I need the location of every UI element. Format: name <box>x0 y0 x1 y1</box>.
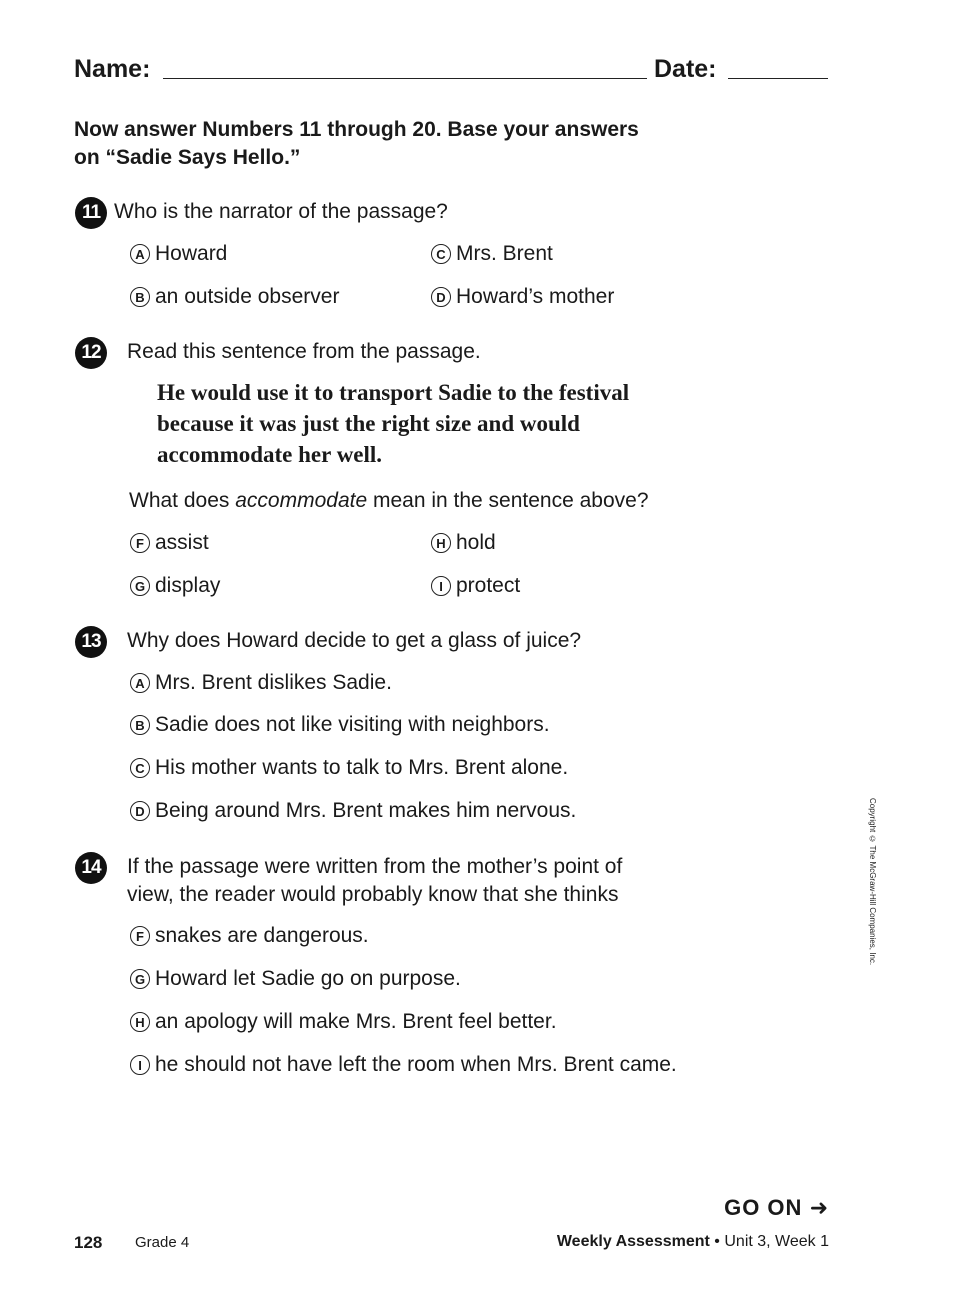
instructions-line-1: Now answer Numbers 11 through 20. Base your answers <box>74 118 639 141</box>
option-text: an apology will make Mrs. Brent feel better. <box>155 1010 557 1033</box>
option-text: Howard <box>155 242 228 265</box>
unit-label: Unit 3, Week 1 <box>724 1233 829 1250</box>
go-on <box>724 1195 829 1221</box>
question-14-line-1: If the passage were written from the mother’s point of <box>127 855 623 878</box>
q11-option-a[interactable] <box>130 242 227 266</box>
answer-bubble-icon[interactable]: I <box>130 1055 150 1075</box>
answer-bubble-icon[interactable]: D <box>130 801 150 821</box>
option-text: assist <box>155 531 209 554</box>
question-11-text: Who is the narrator of the passage? <box>114 200 448 223</box>
q11-option-c[interactable] <box>431 242 553 266</box>
option-text: Sadie does not like visiting with neighbors. <box>155 713 550 736</box>
quote-line-3: accommodate her well. <box>157 442 383 467</box>
answer-bubble-icon[interactable]: G <box>130 969 150 989</box>
option-text: Being around Mrs. Brent makes him nervous. <box>155 799 577 822</box>
question-14-text <box>127 853 622 909</box>
quote-line-2: because it was just the right size and would <box>157 411 580 436</box>
go-on-label: GO ON <box>724 1195 803 1220</box>
prompt-emphasis: accommodate <box>235 489 368 512</box>
question-12-intro: Read this sentence from the passage. <box>127 340 481 363</box>
name-line[interactable] <box>163 78 647 79</box>
q14-option-g[interactable] <box>130 967 461 991</box>
bullet: • <box>714 1233 720 1250</box>
option-text: Howard let Sadie go on purpose. <box>155 967 461 990</box>
option-text: he should not have left the room when Mrs. Brent came. <box>155 1053 677 1076</box>
answer-bubble-icon[interactable]: F <box>130 533 150 553</box>
answer-bubble-icon[interactable]: D <box>431 287 451 307</box>
grade-label: Grade 4 <box>135 1234 190 1251</box>
q11-option-d[interactable] <box>431 285 614 309</box>
option-text: snakes are dangerous. <box>155 924 369 947</box>
answer-bubble-icon[interactable]: C <box>130 758 150 778</box>
q12-option-g[interactable] <box>130 574 220 598</box>
assessment-title: Weekly Assessment <box>556 1233 710 1250</box>
option-text: Mrs. Brent dislikes Sadie. <box>155 671 392 694</box>
answer-bubble-icon[interactable]: I <box>431 576 451 596</box>
q14-option-f[interactable] <box>130 924 369 948</box>
option-text: Mrs. Brent <box>456 242 553 265</box>
option-text: an outside observer <box>155 285 340 308</box>
q13-option-b[interactable] <box>130 713 550 737</box>
prompt-text: What does <box>129 489 236 512</box>
copyright-notice: Copyright © The McGraw-Hill Companies, Inc. <box>868 798 877 966</box>
instructions-line-2: on “Sadie Says Hello.” <box>74 146 301 169</box>
answer-bubble-icon[interactable]: F <box>130 926 150 946</box>
answer-bubble-icon[interactable]: H <box>431 533 451 553</box>
date-label: Date: <box>654 55 717 83</box>
question-12-quote <box>157 377 629 470</box>
answer-bubble-icon[interactable]: B <box>130 715 150 735</box>
option-text: protect <box>456 574 521 597</box>
answer-bubble-icon[interactable]: H <box>130 1012 150 1032</box>
assessment-info <box>557 1233 829 1251</box>
answer-bubble-icon[interactable]: C <box>431 244 451 264</box>
answer-bubble-icon[interactable]: G <box>130 576 150 596</box>
q12-option-i[interactable] <box>431 574 520 598</box>
q12-option-f[interactable] <box>130 531 209 555</box>
quote-line-1: He would use it to transport Sadie to the festival <box>157 380 630 405</box>
question-12-number: 12 <box>75 337 107 369</box>
q14-option-i[interactable] <box>130 1053 677 1077</box>
q12-option-h[interactable] <box>431 531 496 555</box>
question-13-number: 13 <box>75 626 107 658</box>
instructions <box>74 116 639 172</box>
question-14-number: 14 <box>75 852 107 884</box>
answer-bubble-icon[interactable]: A <box>130 244 150 264</box>
answer-bubble-icon[interactable]: B <box>130 287 150 307</box>
page-number: 128 <box>74 1233 103 1252</box>
date-line[interactable] <box>728 78 828 79</box>
question-13-text: Why does Howard decide to get a glass of juice? <box>127 629 582 652</box>
answer-bubble-icon[interactable]: A <box>130 673 150 693</box>
q14-option-h[interactable] <box>130 1010 557 1034</box>
q13-option-a[interactable] <box>130 671 392 695</box>
question-14-line-2: view, the reader would probably know that she thinks <box>127 883 619 906</box>
option-text: hold <box>456 531 496 554</box>
q11-option-b[interactable] <box>130 285 339 309</box>
name-label: Name: <box>74 55 151 83</box>
option-text: His mother wants to talk to Mrs. Brent alone. <box>155 756 569 779</box>
question-11-number: 11 <box>75 197 107 229</box>
question-12-prompt <box>129 487 649 515</box>
arrow-right-icon: ➜ <box>809 1195 829 1220</box>
option-text: display <box>155 574 221 597</box>
option-text: Howard’s mother <box>456 285 615 308</box>
prompt-text: mean in the sentence above? <box>367 489 649 512</box>
q13-option-c[interactable] <box>130 756 568 780</box>
q13-option-d[interactable] <box>130 799 576 823</box>
